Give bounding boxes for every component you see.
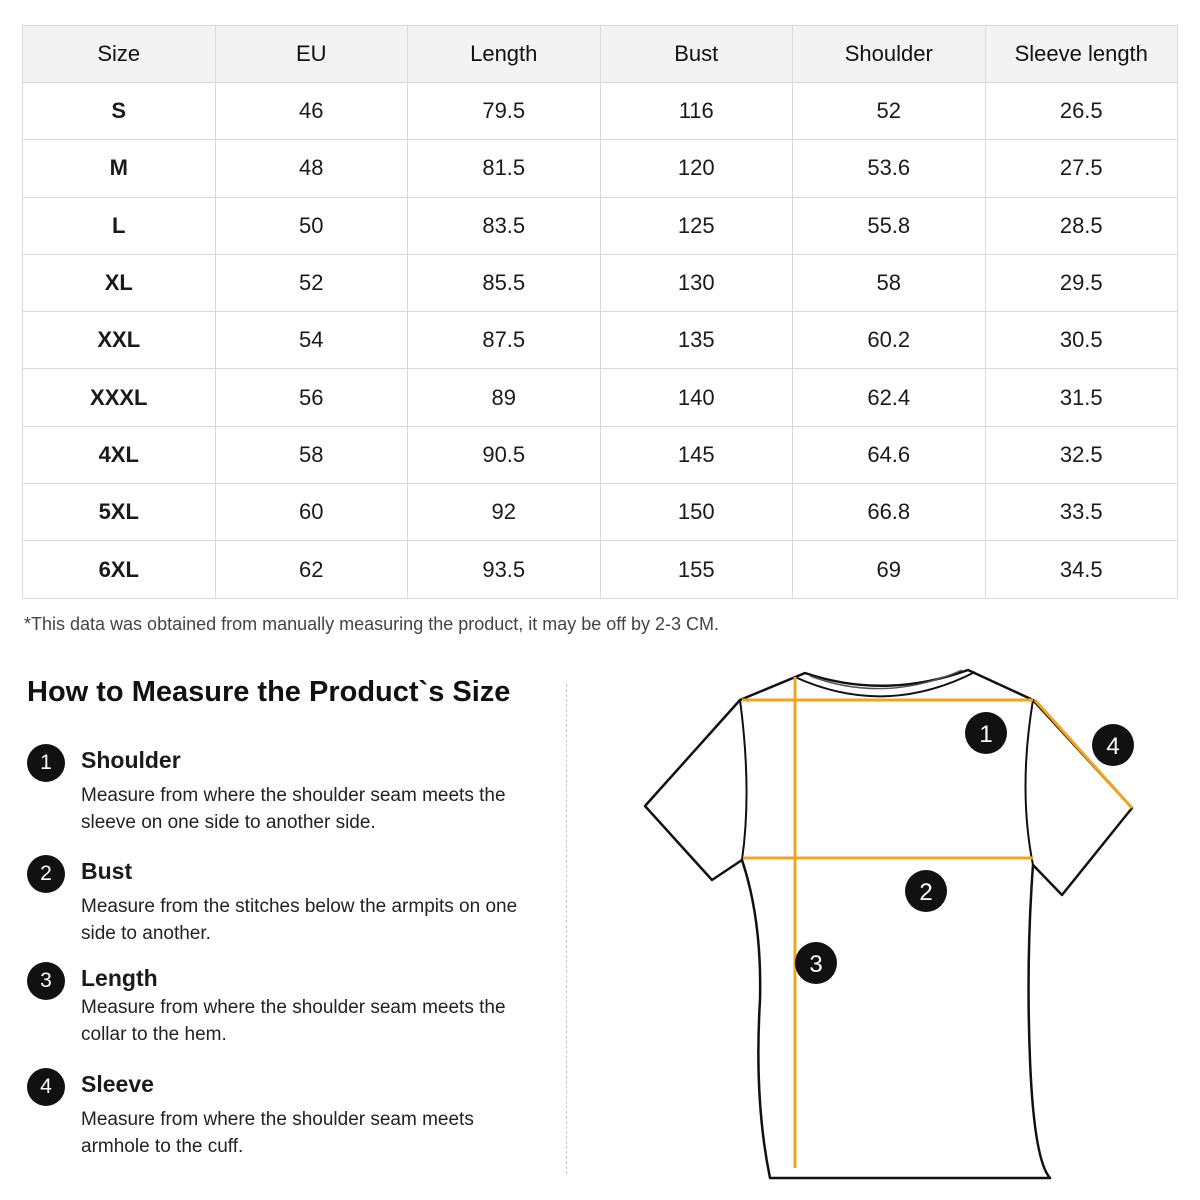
table-cell: S — [23, 83, 216, 140]
table-cell: 60.2 — [793, 312, 986, 369]
tshirt-outline-icon — [600, 650, 1160, 1190]
header-shoulder: Shoulder — [793, 26, 986, 83]
step-name: Sleeve — [81, 1071, 154, 1097]
table-cell: 34.5 — [985, 541, 1178, 598]
marker-label: 2 — [919, 879, 933, 906]
table-cell: 28.5 — [985, 197, 1178, 254]
table-row — [23, 140, 1178, 197]
table-cell: 50 — [215, 197, 408, 254]
table-cell: 125 — [600, 197, 793, 254]
section-divider — [566, 684, 567, 1174]
table-cell: 116 — [600, 83, 793, 140]
table-cell: 60 — [215, 484, 408, 541]
table-cell: 81.5 — [408, 140, 601, 197]
table-cell: 32.5 — [985, 426, 1178, 483]
marker-length — [795, 942, 837, 984]
table-cell: 31.5 — [985, 369, 1178, 426]
table-cell: 53.6 — [793, 140, 986, 197]
step-description: Measure from the stitches below the armpits on one side to another. — [81, 896, 518, 944]
table-cell: 120 — [600, 140, 793, 197]
step-name: Shoulder — [81, 747, 181, 773]
table-row — [23, 541, 1178, 598]
table-cell: 52 — [215, 254, 408, 311]
table-cell: 130 — [600, 254, 793, 311]
header-length: Length — [408, 26, 601, 83]
table-cell: 27.5 — [985, 140, 1178, 197]
marker-label: 3 — [809, 951, 823, 978]
table-cell: 56 — [215, 369, 408, 426]
table-cell: 62.4 — [793, 369, 986, 426]
table-cell: 66.8 — [793, 484, 986, 541]
header-bust: Bust — [600, 26, 793, 83]
table-cell: 89 — [408, 369, 601, 426]
table-cell: 135 — [600, 312, 793, 369]
table-row — [23, 254, 1178, 311]
table-cell: 93.5 — [408, 541, 601, 598]
table-cell: 92 — [408, 484, 601, 541]
marker-label: 4 — [1106, 733, 1120, 760]
step-description: Measure from where the shoulder seam meets armhole to the cuff. — [81, 1109, 474, 1157]
table-cell: 83.5 — [408, 197, 601, 254]
table-cell: 140 — [600, 369, 793, 426]
tshirt-body-outline — [645, 670, 1132, 1178]
table-cell: 64.6 — [793, 426, 986, 483]
table-row — [23, 426, 1178, 483]
table-row — [23, 312, 1178, 369]
measurement-note: *This data was obtained from manually measuring the product, it may be off by 2-3 CM. — [24, 614, 720, 634]
table-cell: 5XL — [23, 484, 216, 541]
step-number-badge: 1 — [27, 744, 65, 782]
table-cell: 46 — [215, 83, 408, 140]
table-cell: L — [23, 197, 216, 254]
step-number-badge: 4 — [27, 1068, 65, 1106]
table-cell: 69 — [793, 541, 986, 598]
measure-title: How to Measure the Product`s Size — [27, 676, 511, 708]
table-cell: 58 — [215, 426, 408, 483]
step-name: Bust — [81, 858, 133, 884]
table-row — [23, 83, 1178, 140]
table-row — [23, 484, 1178, 541]
table-row — [23, 197, 1178, 254]
table-cell: 6XL — [23, 541, 216, 598]
table-cell: 87.5 — [408, 312, 601, 369]
table-cell: 62 — [215, 541, 408, 598]
header-eu: EU — [215, 26, 408, 83]
size-chart-table — [22, 25, 1178, 599]
step-number-badge: 2 — [27, 855, 65, 893]
header-size: Size — [23, 26, 216, 83]
marker-bust — [905, 870, 947, 912]
table-cell: 4XL — [23, 426, 216, 483]
table-cell: 48 — [215, 140, 408, 197]
table-cell: XXL — [23, 312, 216, 369]
table-cell: 145 — [600, 426, 793, 483]
table-row — [23, 369, 1178, 426]
table-cell: 58 — [793, 254, 986, 311]
step-number-badge: 3 — [27, 962, 65, 1000]
marker-sleeve — [1092, 724, 1134, 766]
table-cell: 33.5 — [985, 484, 1178, 541]
table-cell: 85.5 — [408, 254, 601, 311]
table-cell: 79.5 — [408, 83, 601, 140]
table-cell: 155 — [600, 541, 793, 598]
table-cell: XL — [23, 254, 216, 311]
table-cell: 52 — [793, 83, 986, 140]
table-cell: 26.5 — [985, 83, 1178, 140]
table-cell: 150 — [600, 484, 793, 541]
table-cell: 54 — [215, 312, 408, 369]
table-cell: 30.5 — [985, 312, 1178, 369]
table-cell: 55.8 — [793, 197, 986, 254]
table-header-row — [23, 26, 1178, 83]
table-cell: 90.5 — [408, 426, 601, 483]
marker-label: 1 — [979, 721, 993, 748]
step-description: Measure from where the shoulder seam meets the sleeve on one side to another side. — [81, 785, 506, 833]
step-name: Length — [81, 965, 158, 991]
table-cell: XXXL — [23, 369, 216, 426]
table-cell: 29.5 — [985, 254, 1178, 311]
table-cell: M — [23, 140, 216, 197]
marker-shoulder — [965, 712, 1007, 754]
header-sleeve-length: Sleeve length — [985, 26, 1178, 83]
step-description: Measure from where the shoulder seam meets the collar to the hem. — [81, 997, 506, 1045]
